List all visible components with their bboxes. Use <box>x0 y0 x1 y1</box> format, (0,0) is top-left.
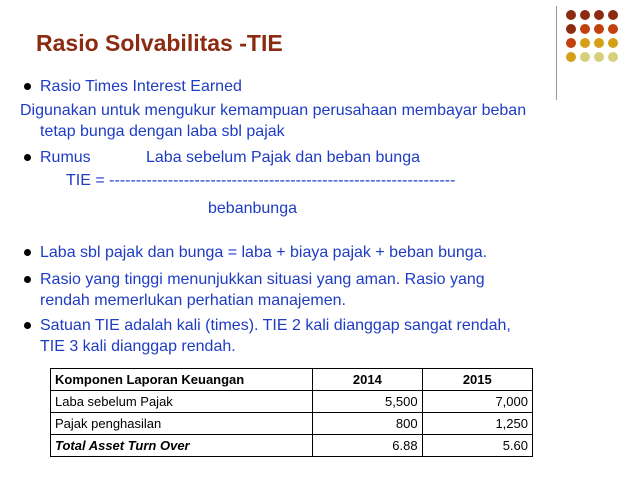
formula-label: Rumus <box>40 149 91 166</box>
decorative-dot <box>608 24 618 34</box>
table-header-cell: Komponen Laporan Keuangan <box>51 369 313 391</box>
formula-denominator: bebanbunga <box>208 200 297 217</box>
table-cell: 5.60 <box>422 435 532 457</box>
bullet-icon <box>24 154 31 161</box>
table-cell: 800 <box>313 413 423 435</box>
bullet-text-ratio-low: rendah memerlukan perhatian manajemen. <box>40 292 346 309</box>
description-line-2: tetap bunga dengan laba sbl pajak <box>40 123 285 140</box>
table-header-cell: 2014 <box>313 369 423 391</box>
table-cell: Laba sebelum Pajak <box>51 391 313 413</box>
formula-tie-equation: TIE = ----------------------------------------------------------------- <box>66 172 456 189</box>
decorative-dot <box>608 10 618 20</box>
decorative-dot <box>580 24 590 34</box>
bullet-icon <box>24 83 31 90</box>
table-header-cell: 2015 <box>422 369 532 391</box>
table-row-total <box>51 435 533 457</box>
decorative-dot <box>580 52 590 62</box>
financial-table <box>50 368 533 457</box>
decorative-dot <box>566 24 576 34</box>
table-cell: 5,500 <box>313 391 423 413</box>
decorative-dot <box>566 52 576 62</box>
decorative-dot <box>594 38 604 48</box>
decorative-dot <box>608 38 618 48</box>
decorative-dot <box>580 38 590 48</box>
bullet-text-unit-cont: TIE 3 kali dianggap rendah. <box>40 338 236 355</box>
table-cell: Total Asset Turn Over <box>51 435 313 457</box>
bullet-text-ratio-high: Rasio yang tinggi menunjukkan situasi yang aman. Rasio yang <box>40 271 485 288</box>
decorative-divider-line <box>556 6 557 100</box>
table-header-row <box>51 369 533 391</box>
bullet-icon <box>24 322 31 329</box>
description-line-1: Digunakan untuk mengukur kemampuan perusahaan membayar beban <box>20 102 527 119</box>
formula-numerator: Laba sebelum Pajak dan beban bunga <box>146 149 420 166</box>
decorative-dot <box>594 52 604 62</box>
bullet-icon <box>24 249 31 256</box>
bullet-icon <box>24 276 31 283</box>
table-cell: 7,000 <box>422 391 532 413</box>
decorative-dot <box>608 52 618 62</box>
decorative-dot <box>594 10 604 20</box>
table-cell: 1,250 <box>422 413 532 435</box>
decorative-dot <box>594 24 604 34</box>
decorative-dot <box>566 38 576 48</box>
bullet-text-components: Laba sbl pajak dan bunga = laba + biaya pajak + beban bunga. <box>40 244 488 261</box>
table-row <box>51 413 533 435</box>
decorative-dot <box>566 10 576 20</box>
bullet-text-tie-name: Rasio Times Interest Earned <box>40 78 242 95</box>
bullet-text-unit: Satuan TIE adalah kali (times). TIE 2 kali dianggap sangat rendah, <box>40 317 511 334</box>
slide-title: Rasio Solvabilitas -TIE <box>36 30 283 56</box>
table-cell: Pajak penghasilan <box>51 413 313 435</box>
table-cell: 6.88 <box>313 435 423 457</box>
decorative-dot <box>580 10 590 20</box>
table-row <box>51 391 533 413</box>
